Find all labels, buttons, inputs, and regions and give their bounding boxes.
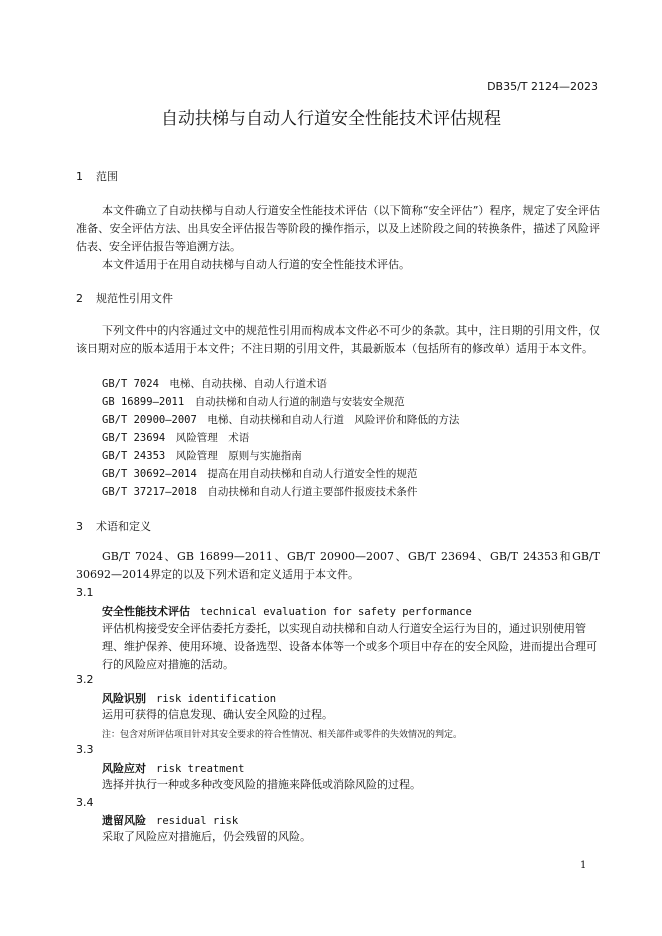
term-chinese: 安全性能技术评估 [102,605,190,618]
clause-number: 3.3 [76,743,94,756]
page-number: 1 [580,860,587,871]
section-3-heading [76,518,151,534]
section-title: 规范性引用文件 [96,292,173,305]
section-number: 2 [76,292,83,305]
term-heading [102,760,245,776]
term-note: 注：包含对所评估项目针对其安全要求的符合性情况、相关部件或零件的失效情况的判定。 [102,730,463,740]
section-1-heading [76,168,118,184]
term-english: residual risk [156,815,239,827]
term-chinese: 风险应对 [102,762,146,775]
reference-title: 风险管理 原则与实施指南 [175,450,302,462]
section-title: 范围 [96,170,118,183]
reference-code: GB/T 7024 [102,378,159,390]
term-heading [102,690,276,706]
reference-item [102,394,405,409]
term-definition: 选择并执行一种或多种改变风险的措施来降低或消除风险的过程。 [102,778,421,791]
reference-item [102,376,327,391]
reference-item [102,466,417,481]
clause-number: 3.2 [76,673,94,686]
section-3-intro: GB/T 7024、GB 16899—2011、GB/T 20900—2007、GB/T 23694、GB/T 24353和GB/T 30692—2014界定的以及下列术语和定义适用于本文件。 [76,550,600,581]
section-1-paragraph-2: 本文件适用于在用自动扶梯与自动人行道的安全性能技术评估。 [102,258,410,271]
document-title: 自动扶梯与自动人行道安全性能技术评估规程 [161,109,501,129]
reference-title: 自动扶梯和自动人行道的制造与安装安全规范 [194,396,405,408]
reference-item [102,448,302,463]
reference-code: GB/T 20900—2007 [102,414,197,426]
reference-item [102,412,459,427]
reference-code: GB/T 24353 [102,450,166,462]
term-english: risk treatment [156,763,245,775]
reference-title: 提高在用自动扶梯和自动人行道安全性的规范 [207,468,418,480]
reference-code: GB/T 23694 [102,432,166,444]
term-definition: 采取了风险应对措施后，仍会残留的风险。 [102,830,311,843]
reference-code: GB/T 37217—2018 [102,486,197,498]
section-2-intro: 下列文件中的内容通过文中的规范性引用而构成本文件必不可少的条款。其中，注日期的引用文件，仅该日期对应的版本适用于本文件；不注日期的引用文件，其最新版本（包括所有的修改单）适用于本文件。 [76,324,600,355]
section-number: 3 [76,520,83,533]
reference-title: 自动扶梯和自动人行道主要部件报废技术条件 [207,486,418,498]
reference-title: 风险管理 术语 [175,432,250,444]
term-chinese: 遗留风险 [102,814,146,827]
reference-title: 电梯、自动扶梯和自动人行道 风险评价和降低的方法 [207,414,460,426]
clause-number: 3.1 [76,586,94,599]
reference-code: GB 16899—2011 [102,396,185,408]
reference-code: GB/T 30692—2014 [102,468,197,480]
reference-item [102,484,417,499]
reference-item [102,430,249,445]
term-chinese: 风险识别 [102,692,146,705]
clause-number: 3.4 [76,796,94,809]
term-definition: 评估机构接受安全评估委托方委托，以实现自动扶梯和自动人行道安全运行为目的，通过识别使用管理、维护保养、使用环境、设备选型、设备本体等一个或多个项目中存在的安全风险，进而提出合理可行的风险应对措施的活动。 [102,622,597,671]
term-english: technical evaluation for safety performance [200,606,472,618]
term-definition: 运用可获得的信息发现、确认安全风险的过程。 [102,708,333,721]
section-title: 术语和定义 [96,520,151,533]
reference-title: 电梯、自动扶梯、自动人行道术语 [169,378,327,390]
section-1-paragraph-1: 本文件确立了自动扶梯与自动人行道安全性能技术评估（以下简称“安全评估”）程序，规定了安全评估准备、安全评估方法、出具安全评估报告等阶段的操作指示，以及上述阶段之间的转换条件，描述了风险评估表、安全评估报告等追溯方法。 [76,204,600,253]
section-number: 1 [76,170,83,183]
standard-number: DB35/T 2124—2023 [487,80,598,93]
term-heading [102,812,238,828]
section-2-heading [76,290,173,306]
term-heading [102,603,472,619]
term-english: risk identification [156,693,277,705]
